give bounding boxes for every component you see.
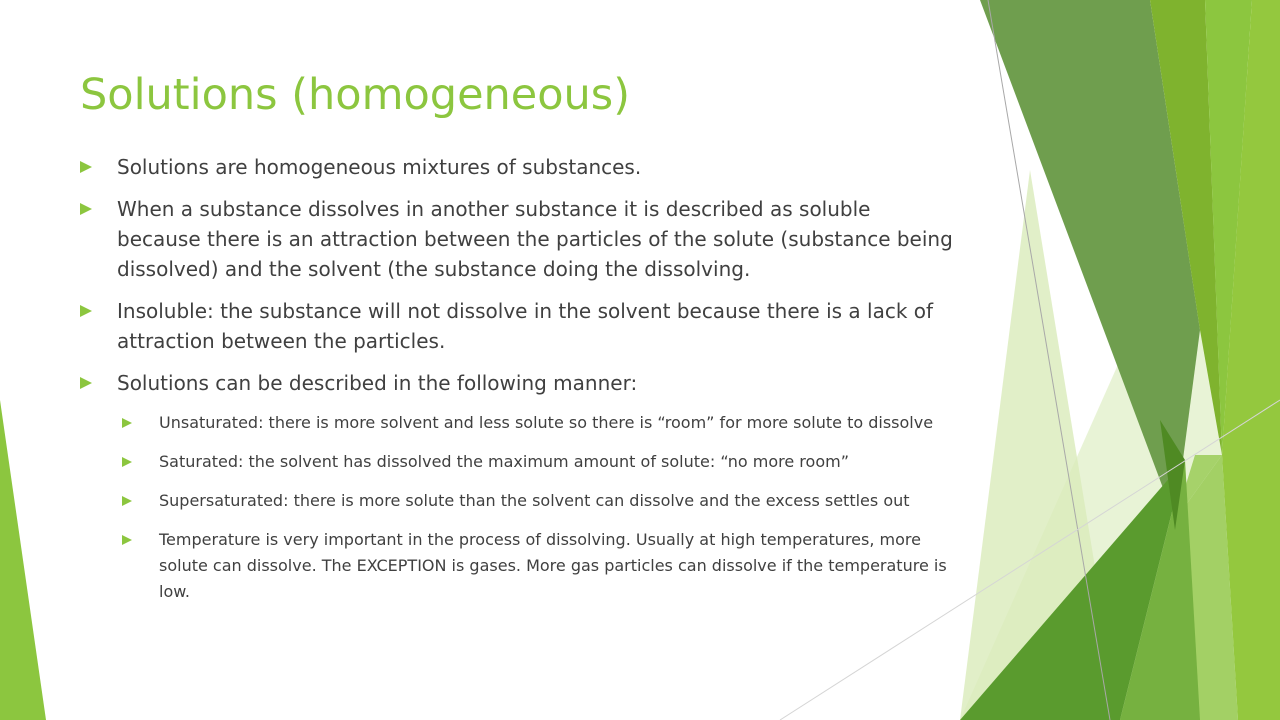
bullet-text: Temperature is very important in the process of dissolving. Usually at high temperatures, more solute can dissolve. The EXCEPTION is gases. More gas particles can dissolve if the temperature is low. xyxy=(159,530,947,601)
bullet-text: Supersaturated: there is more solute than the solvent can dissolve and the excess settles out xyxy=(159,491,910,510)
bullet-text: Insoluble: the substance will not dissolve in the solvent because there is a lack of attraction between the particles. xyxy=(117,299,934,353)
triangle-bullet-icon xyxy=(122,457,132,467)
bullet-text: Unsaturated: there is more solvent and less solute so there is “room” for more solute to dissolve xyxy=(159,413,934,432)
bullet-list xyxy=(80,152,960,618)
bullet-text: When a substance dissolves in another substance it is described as soluble because there is an attraction between the particles of the solute (substance being dissolved) and the solvent (the substance doing the dissolving. xyxy=(117,197,953,281)
sub-list-item xyxy=(80,527,960,605)
triangle-bullet-icon xyxy=(80,203,92,215)
triangle-bullet-icon xyxy=(80,305,92,317)
bullet-text: Solutions can be described in the following manner: xyxy=(117,371,638,395)
triangle-bullet-icon xyxy=(122,535,132,545)
slide-title: Solutions (homogeneous) xyxy=(80,70,630,120)
triangle-bullet-icon xyxy=(122,418,132,428)
triangle-bullet-icon xyxy=(122,496,132,506)
list-item xyxy=(80,194,960,284)
bullet-text: Solutions are homogeneous mixtures of substances. xyxy=(117,155,642,179)
list-item xyxy=(80,296,960,356)
sub-list-item xyxy=(80,488,960,514)
list-item xyxy=(80,368,960,398)
list-item xyxy=(80,152,960,182)
sub-list-item xyxy=(80,449,960,475)
triangle-bullet-icon xyxy=(80,161,92,173)
sub-list-item xyxy=(80,410,960,436)
bullet-text: Saturated: the solvent has dissolved the maximum amount of solute: “no more room” xyxy=(159,452,849,471)
triangle-bullet-icon xyxy=(80,377,92,389)
